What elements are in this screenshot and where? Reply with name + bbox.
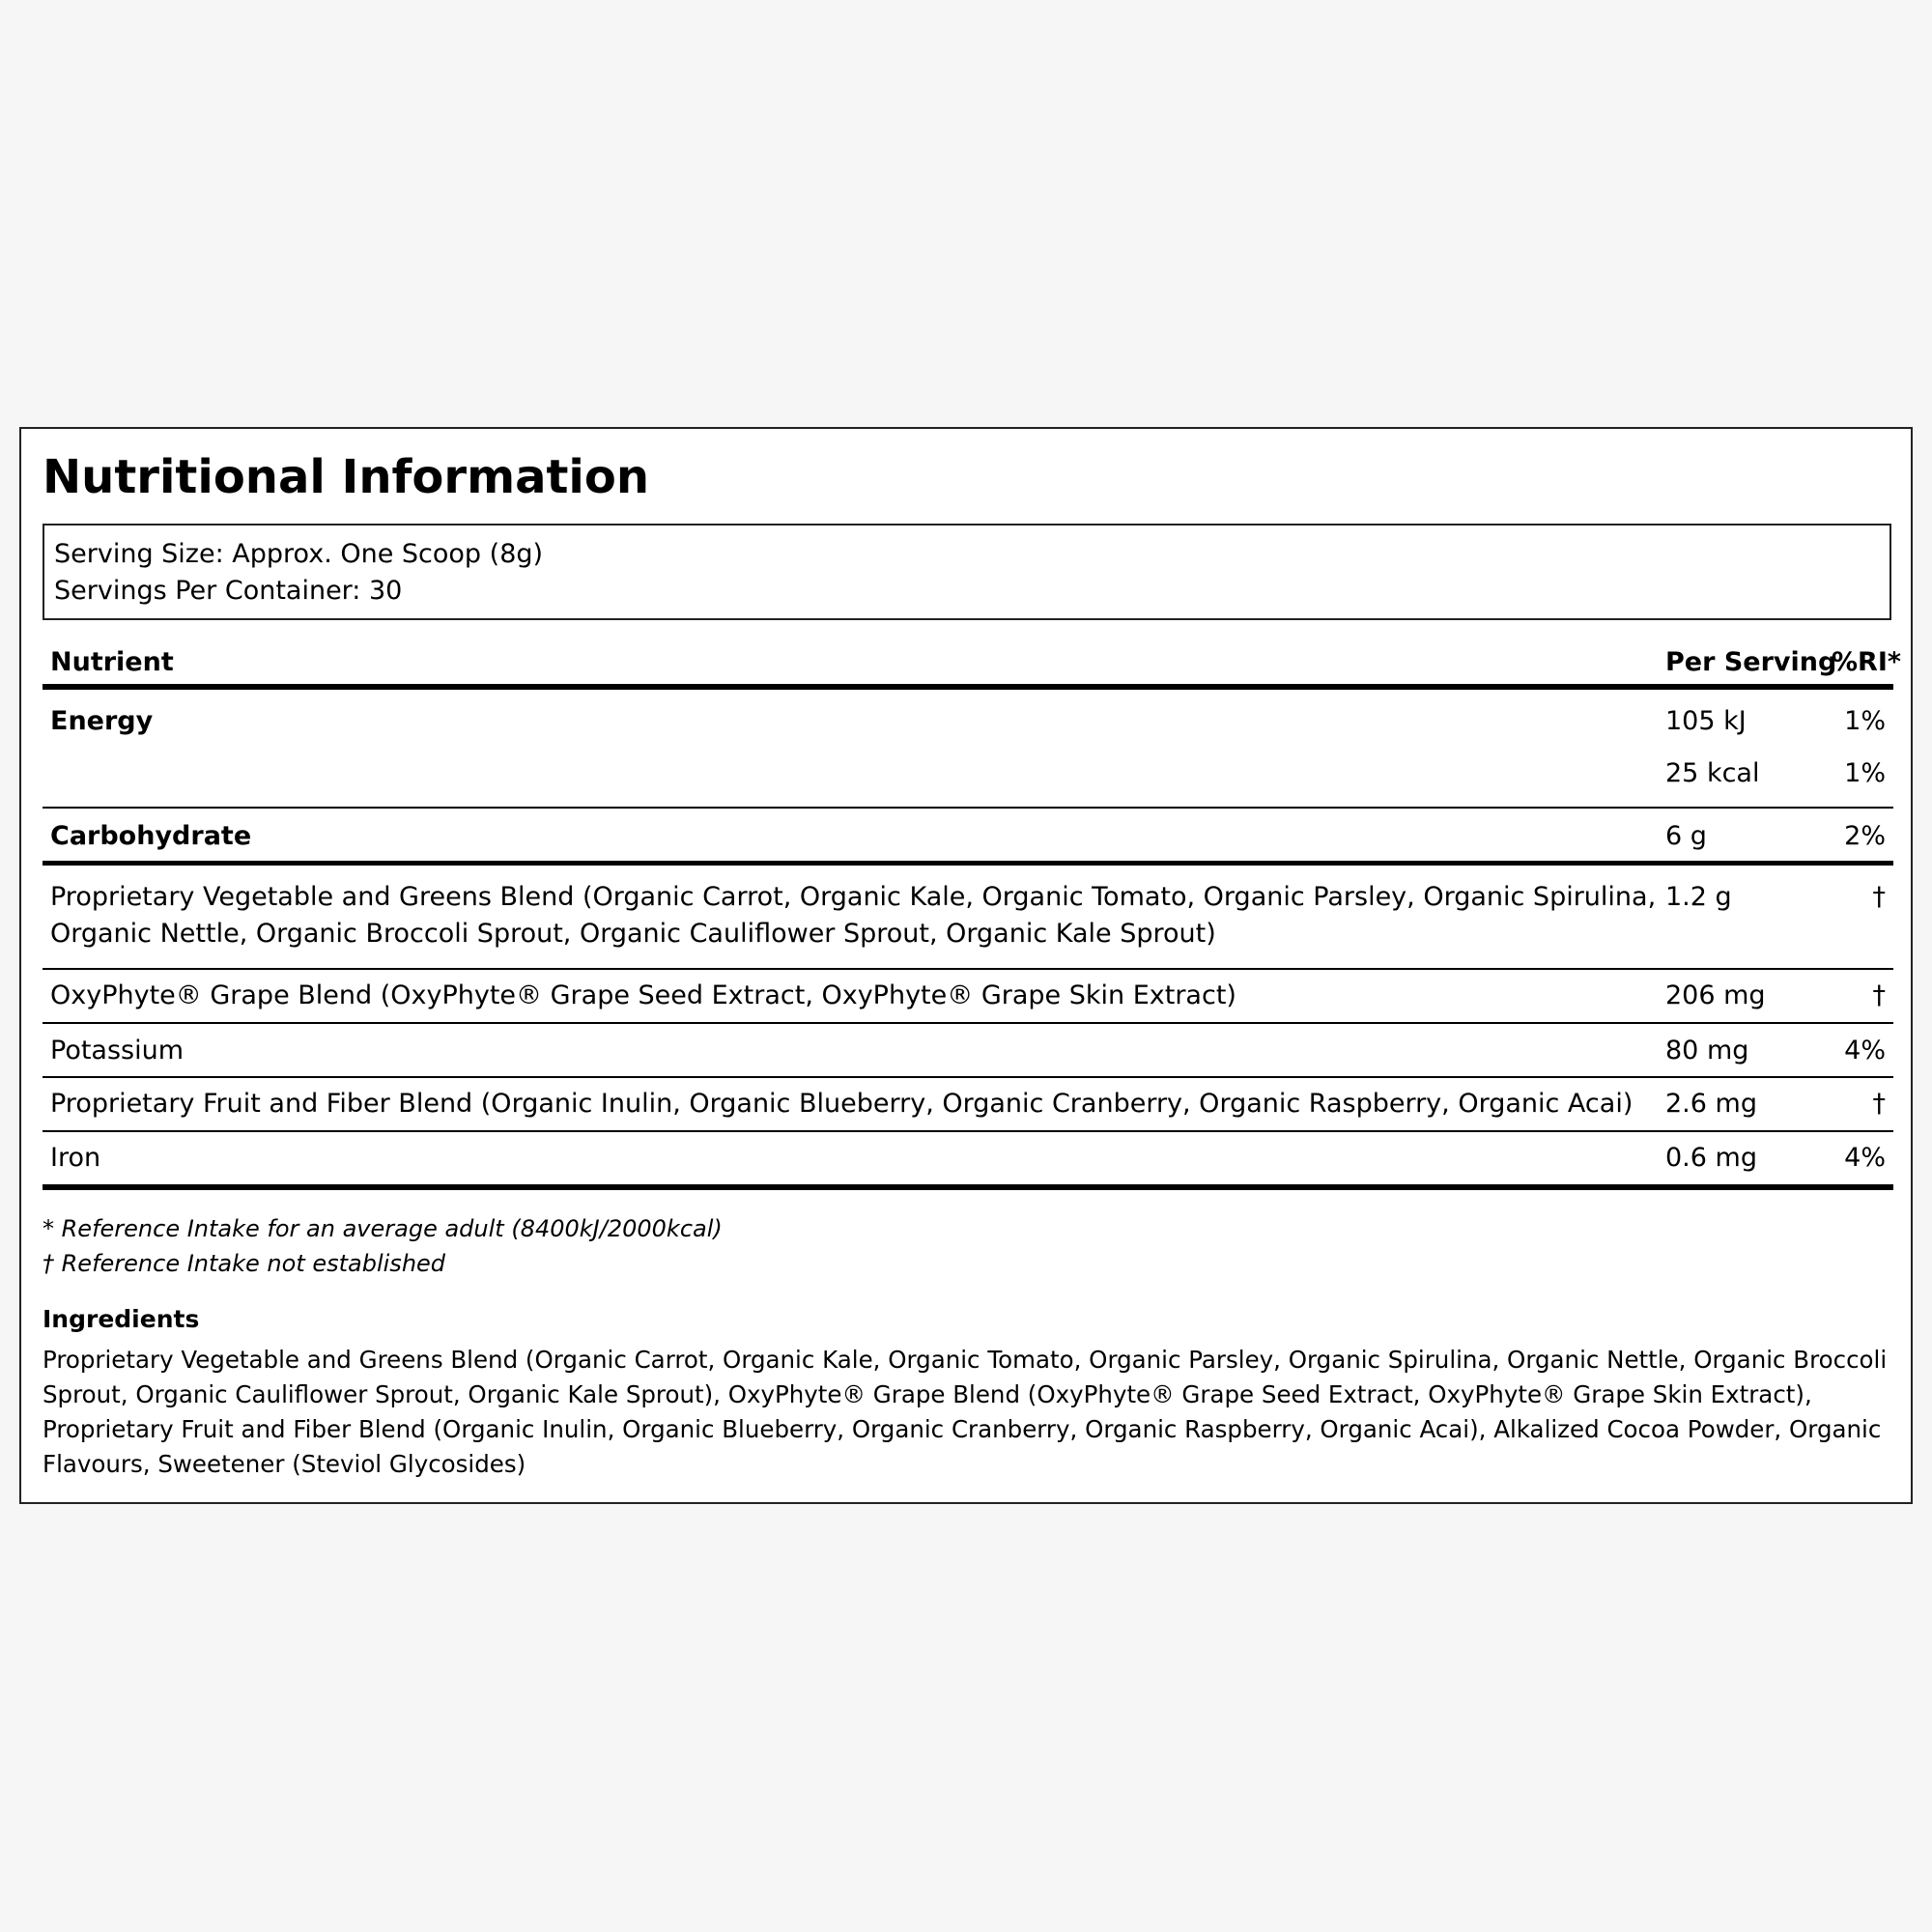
nutrient-name: Iron: [50, 1143, 101, 1173]
table-row-veg-blend: [43, 866, 1893, 970]
nutrient-name: Proprietary Fruit and Fiber Blend (Organic Inulin, Organic Blueberry, Organic Cranberry, Organic Raspberry, Organic Acai): [50, 1089, 1634, 1119]
ri-value: †: [1872, 1089, 1886, 1119]
ingredients-text: Proprietary Vegetable and Greens Blend (Organic Carrot, Organic Kale, Organic Tomato, Organic Parsley, Organic Spirulina, Organic Nettle, Organic Broccoli Sprout, Organic Cauliflower Sprout, Organic Kale Sprout), OxyPhyte® Grape Blend (OxyPhyte® Grape Seed Extract, OxyPhyte® Grape Skin Extract), Proprietary Fruit and Fiber Blend (Organic Inulin, Organic Blueberry, Organic Cranberry, Organic Raspberry, Organic Acai), Alkalized Cocoa Powder, Organic Flavours, Sweetener (Steviol Glycosides): [43, 1346, 1888, 1478]
serving-size: Serving Size: Approx. One Scoop (8g): [54, 539, 544, 569]
page-title: Nutritional Information: [43, 450, 650, 504]
per-serving-value: 206 mg: [1665, 980, 1766, 1010]
per-serving-value: 6 g: [1665, 821, 1707, 851]
per-serving-value: 2.6 mg: [1665, 1089, 1757, 1119]
nutrient-name: Carbohydrate: [50, 821, 252, 851]
ri-value: 4%: [1844, 1143, 1886, 1173]
footnote-dagger: † Reference Intake not established: [43, 1250, 446, 1277]
ri-value: 4%: [1844, 1036, 1886, 1065]
ri-value: †: [1872, 980, 1886, 1010]
header-ri: %RI*: [1832, 647, 1902, 677]
ri-value: †: [1872, 882, 1886, 912]
energy-kcal-ri: 1%: [1844, 758, 1886, 788]
table-row-grape-blend: [43, 970, 1893, 1024]
table-row-iron: [43, 1132, 1893, 1190]
table-header-row: [43, 622, 1902, 690]
nutrition-panel: [19, 427, 1913, 1504]
footnote-ri: * Reference Intake for an average adult (8400kJ/2000kcal): [43, 1215, 723, 1242]
ri-values: [1820, 703, 1886, 808]
servings-per-container: Servings Per Container: 30: [54, 576, 403, 606]
table-row-fruit-blend: [43, 1078, 1893, 1132]
per-serving-value: 0.6 mg: [1665, 1143, 1757, 1173]
energy-kj-ri: 1%: [1844, 706, 1886, 736]
footnotes: [43, 1211, 723, 1281]
table-row-energy: [43, 690, 1893, 809]
table-row-carbohydrate: [43, 809, 1893, 866]
energy-kj: 105 kJ: [1665, 706, 1747, 736]
nutrient-name: Potassium: [50, 1036, 185, 1065]
header-per-serving: Per Serving: [1665, 647, 1837, 677]
per-serving-value: 80 mg: [1665, 1036, 1749, 1065]
nutrient-name: Energy: [50, 706, 154, 736]
ingredients-heading: Ingredients: [43, 1305, 200, 1333]
serving-info-box: [43, 524, 1891, 620]
per-serving-value: 1.2 g: [1665, 882, 1732, 912]
nutrition-table: [43, 622, 1902, 1190]
nutrient-name: Proprietary Vegetable and Greens Blend (Organic Carrot, Organic Kale, Organic Tomato, Organic Parsley, Organic Spirulina, Organic Nettle, Organic Broccoli Sprout, Organic Cauliflower Sprout, Organic Kale Sprout): [50, 882, 1657, 949]
table-row-potassium: [43, 1024, 1893, 1078]
ri-value: 2%: [1844, 821, 1886, 851]
per-serving-values: [1665, 703, 1820, 808]
nutrient-name: OxyPhyte® Grape Blend (OxyPhyte® Grape Seed Extract, OxyPhyte® Grape Skin Extract): [50, 980, 1236, 1010]
energy-kcal: 25 kcal: [1665, 758, 1760, 788]
header-nutrient: Nutrient: [50, 647, 174, 677]
